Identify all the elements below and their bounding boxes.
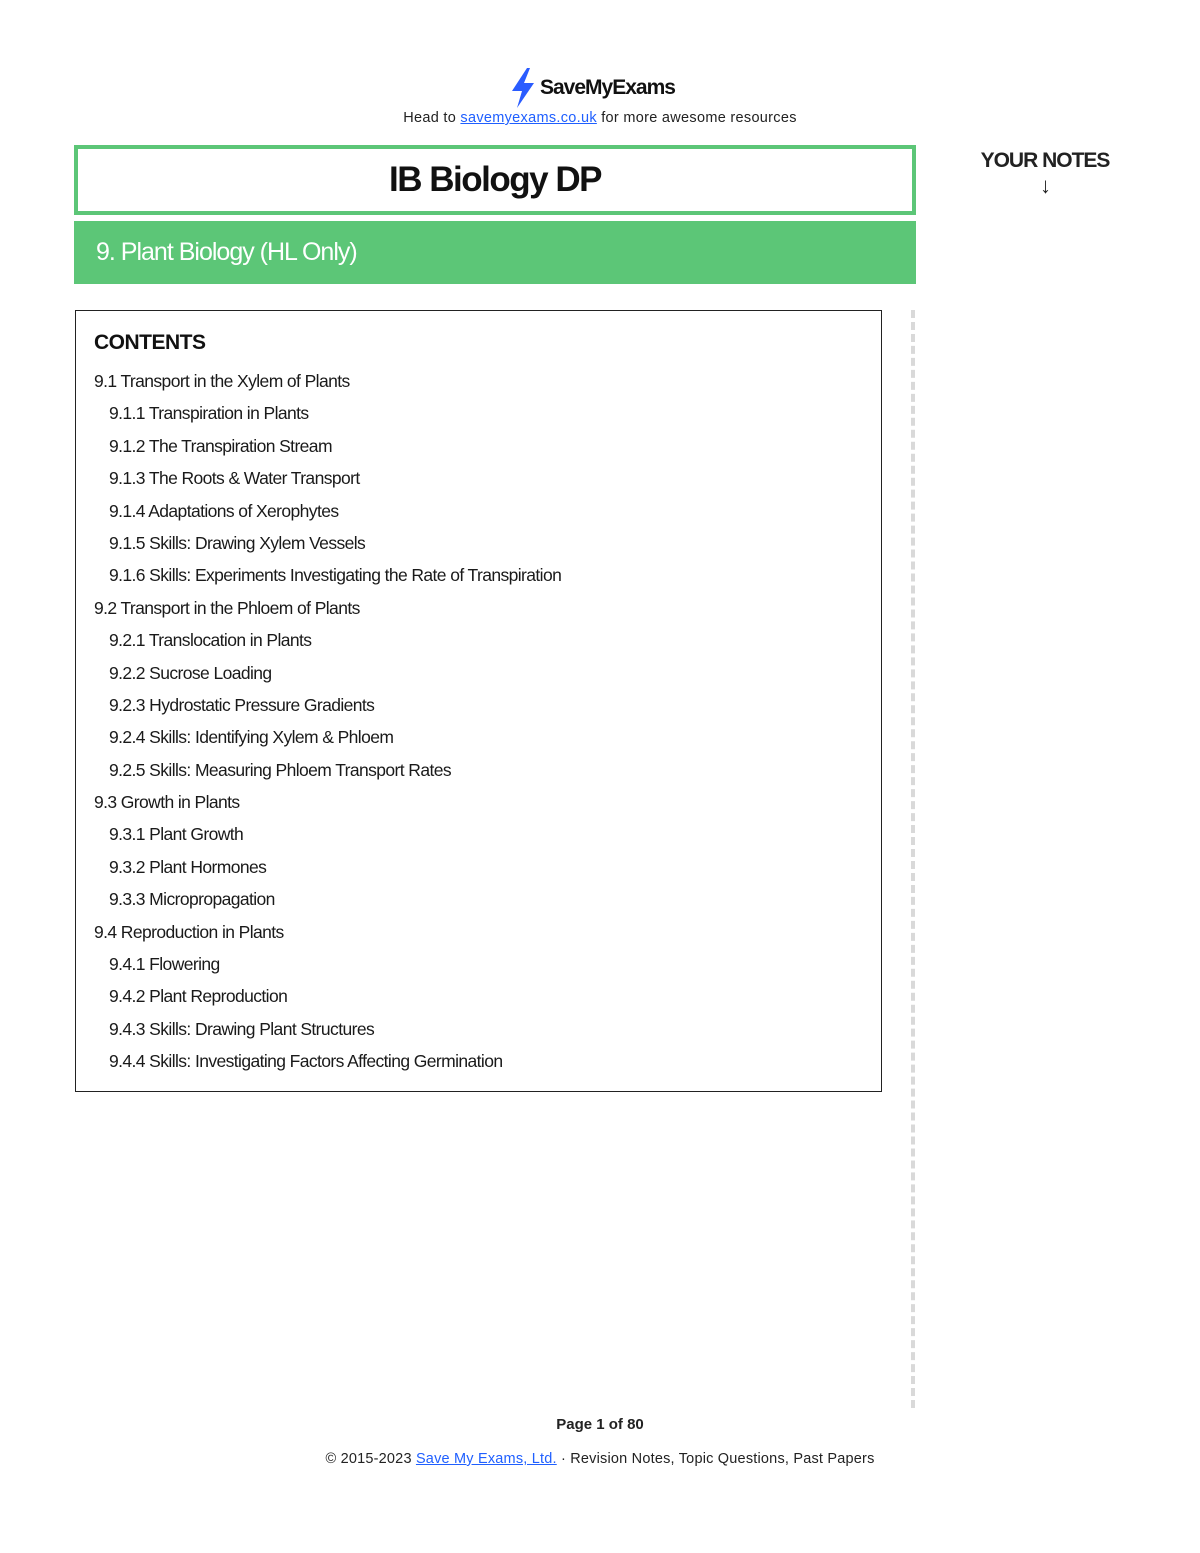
footer-link[interactable]: Save My Exams, Ltd. (415, 1451, 557, 1467)
contents-item[interactable]: 9.3.3 Micropropagation (109, 889, 275, 910)
footer-suffix: · Revision Notes, Topic Questions, Past Papers (556, 1451, 875, 1467)
notes-divider (911, 310, 915, 1408)
contents-item[interactable]: 9.4.2 Plant Reproduction (109, 986, 288, 1007)
tagline-prefix: Head to (403, 110, 461, 126)
contents-item[interactable]: 9.1.2 The Transpiration Stream (109, 435, 332, 456)
footer (0, 1451, 1200, 1467)
arrow-down-icon: ↓ (1040, 173, 1050, 198)
contents-item[interactable]: 9.2.1 Translocation in Plants (109, 630, 312, 651)
contents-list (94, 365, 561, 1078)
contents-item[interactable]: 9.3.1 Plant Growth (109, 824, 244, 845)
contents-item[interactable]: 9.3.2 Plant Hormones (109, 856, 267, 877)
page-number: Page 1 of 80 (556, 1416, 644, 1433)
savemyexams-link[interactable]: savemyexams.co.uk (460, 110, 597, 126)
footer-copyright: © 2015-2023 (325, 1451, 416, 1467)
contents-item[interactable]: 9.1.5 Skills: Drawing Xylem Vessels (109, 532, 366, 553)
logo-text: SaveMyExams (540, 76, 675, 99)
contents-item[interactable]: 9.4.4 Skills: Investigating Factors Affecting Germination (109, 1051, 503, 1072)
contents-item[interactable]: 9.2 Transport in the Phloem of Plants (94, 597, 360, 618)
header-tagline (0, 110, 1200, 126)
topic-bar (74, 221, 916, 284)
your-notes-text: YOUR NOTES (980, 149, 1110, 172)
contents-item[interactable]: 9.2.2 Sucrose Loading (109, 662, 272, 683)
contents-item[interactable]: 9.1.1 Transpiration in Plants (109, 403, 309, 424)
contents-box (75, 310, 882, 1092)
contents-item[interactable]: 9.2.4 Skills: Identifying Xylem & Phloem (109, 727, 394, 748)
title-box (74, 145, 916, 215)
contents-heading: CONTENTS (94, 331, 206, 354)
contents-item[interactable]: 9.4 Reproduction in Plants (94, 921, 284, 942)
page-title: IB Biology DP (389, 160, 601, 199)
contents-item[interactable]: 9.3 Growth in Plants (94, 792, 240, 813)
your-notes-label (960, 148, 1130, 198)
contents-item[interactable]: 9.1 Transport in the Xylem of Plants (94, 371, 350, 391)
contents-item[interactable]: 9.2.3 Hydrostatic Pressure Gradients (109, 694, 375, 715)
contents-item[interactable]: 9.4.3 Skills: Drawing Plant Structures (109, 1018, 375, 1039)
contents-item[interactable]: 9.1.4 Adaptations of Xerophytes (109, 500, 339, 521)
contents-item[interactable]: 9.2.5 Skills: Measuring Phloem Transport Rates (109, 759, 452, 780)
contents-item[interactable]: 9.1.6 Skills: Experiments Investigating the Rate of Transpiration (109, 565, 562, 586)
contents-item[interactable]: 9.1.3 The Roots & Water Transport (109, 468, 360, 489)
savemyexams-logo[interactable] (508, 66, 675, 110)
topic-title: 9. Plant Biology (HL Only) (96, 238, 357, 266)
tagline-suffix: for more awesome resources (596, 110, 797, 126)
contents-item[interactable]: 9.4.1 Flowering (109, 954, 220, 975)
lightning-bolt-icon (508, 67, 538, 109)
